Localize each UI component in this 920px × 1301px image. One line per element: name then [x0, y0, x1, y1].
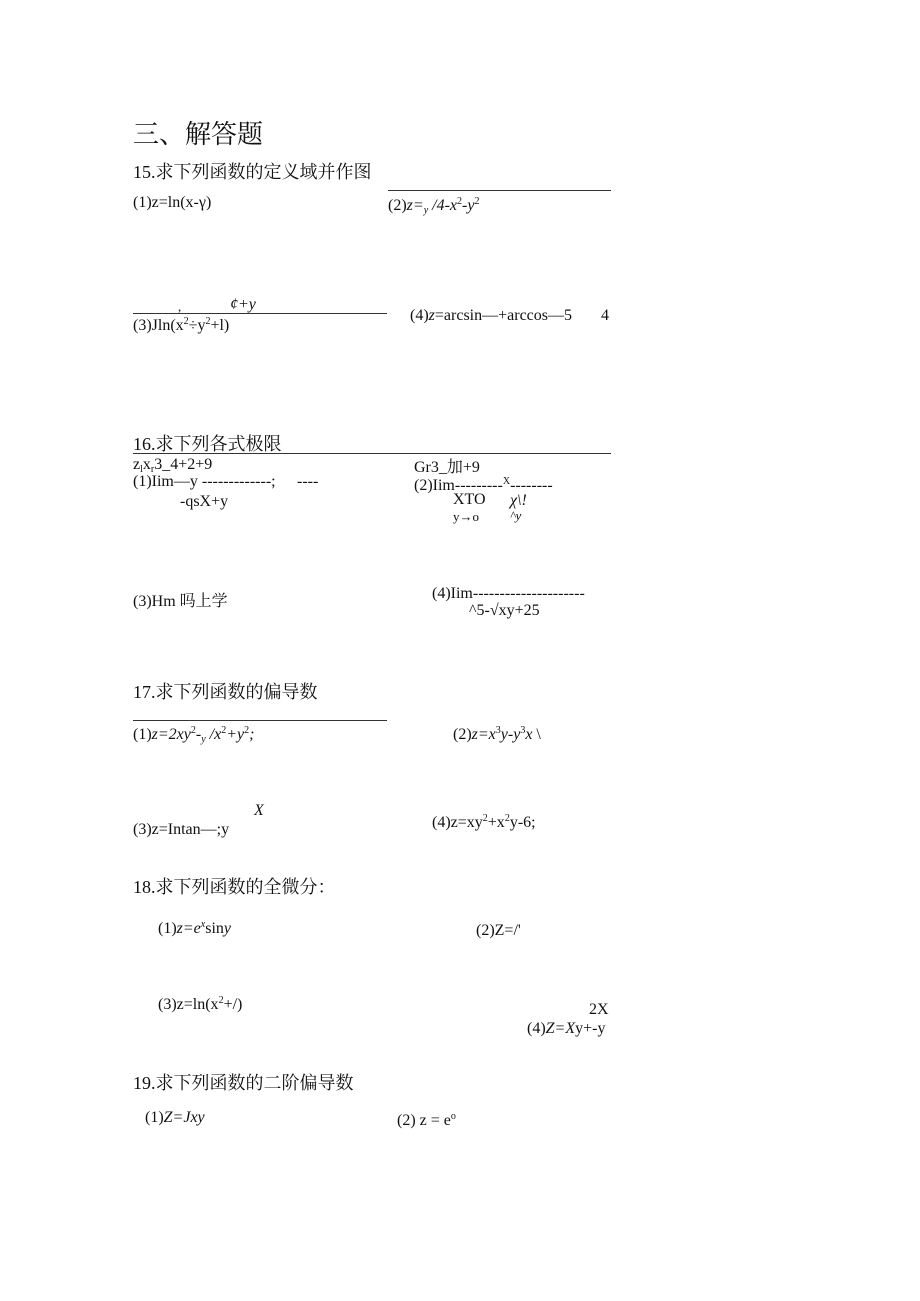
- q15-part-2: $(2)z=_y$ $/4-x^2-y^2$: [388, 196, 480, 216]
- q16-part-1-dash: ----: [297, 473, 319, 490]
- q16-part-2-limit-x: XTO: [453, 491, 486, 508]
- divider-line: [388, 190, 611, 191]
- q16-part-2-numerator: Gr3_加+9: [414, 459, 480, 476]
- question-19-title: 19.求下列函数的二阶偏导数: [133, 1073, 354, 1093]
- q16-part-4-denominator: ^5-√xy+25: [469, 602, 540, 619]
- divider-line: [133, 453, 611, 454]
- q17-part-2: $(2)z=x^3y-y^3x$ \: [453, 725, 541, 743]
- q16-part-2-denominator-top: χ\!: [510, 492, 527, 509]
- q16-part-1-numerator: $z_lx_r3\_4+2+9$: [133, 456, 213, 475]
- q15-part-3-numerator: ¢+y: [230, 296, 256, 313]
- q19-part-2: (2) $z = e^o$: [397, 1111, 456, 1129]
- q16-part-1-denominator: -qsX+y: [180, 493, 229, 510]
- q16-part-1: (1)Iim—y -------------;: [133, 473, 276, 490]
- q18-part-1: $(1)z=e^x\sin y$: [158, 919, 232, 937]
- q18-part-3: $(3)z=\ln(x^2+/)$: [158, 995, 243, 1013]
- question-17-title: 17.求下列函数的偏导数: [133, 682, 318, 702]
- q18-part-4: (4)Z=Xy+-y: [527, 1020, 606, 1037]
- q15-part-3-comma: ,: [178, 299, 182, 314]
- q16-part-4: (4)Iim---------------------: [432, 585, 585, 602]
- divider-line: [133, 720, 387, 721]
- q17-part-3: (3)z=Intan—;y: [133, 821, 230, 838]
- q18-part-4-numerator: 2X: [589, 1001, 609, 1018]
- q16-part-3: (3)Hm 吗上学: [133, 593, 228, 610]
- q16-part-2: (2)Iim---------$^X$--------: [414, 476, 553, 494]
- q16-part-2-limit-y: y→o: [453, 509, 479, 524]
- section-title: 三、解答题: [133, 120, 264, 149]
- question-15-title: 15.求下列函数的定义域并作图: [133, 162, 372, 182]
- q15-part-1: (1)z=ln(x-γ): [133, 194, 212, 211]
- q17-part-1: $(1)z=2xy^2-_y$ $/x^2+y^2$;: [133, 725, 255, 745]
- q18-part-2: (2)Z=/': [476, 922, 521, 939]
- q15-part-3: $(3)Jln(x^2\div y^2+l)$: [133, 316, 230, 334]
- question-18-title: 18.求下列函数的全微分：: [133, 877, 336, 897]
- fraction-bar: [133, 313, 387, 314]
- q19-part-1: (1)Z=Jxy: [145, 1109, 205, 1126]
- q15-part-4-denominator: 4: [601, 307, 609, 324]
- q17-part-4: $(4)z=xy^2+x^2y-6$;: [432, 813, 536, 831]
- q15-part-4: (4)z=arcsin—+arccos—5: [410, 307, 572, 324]
- question-16-title: 16.求下列各式极限: [133, 434, 282, 454]
- q17-part-3-numerator: X: [254, 802, 264, 819]
- q16-part-2-denominator-bottom: ^y: [510, 508, 522, 523]
